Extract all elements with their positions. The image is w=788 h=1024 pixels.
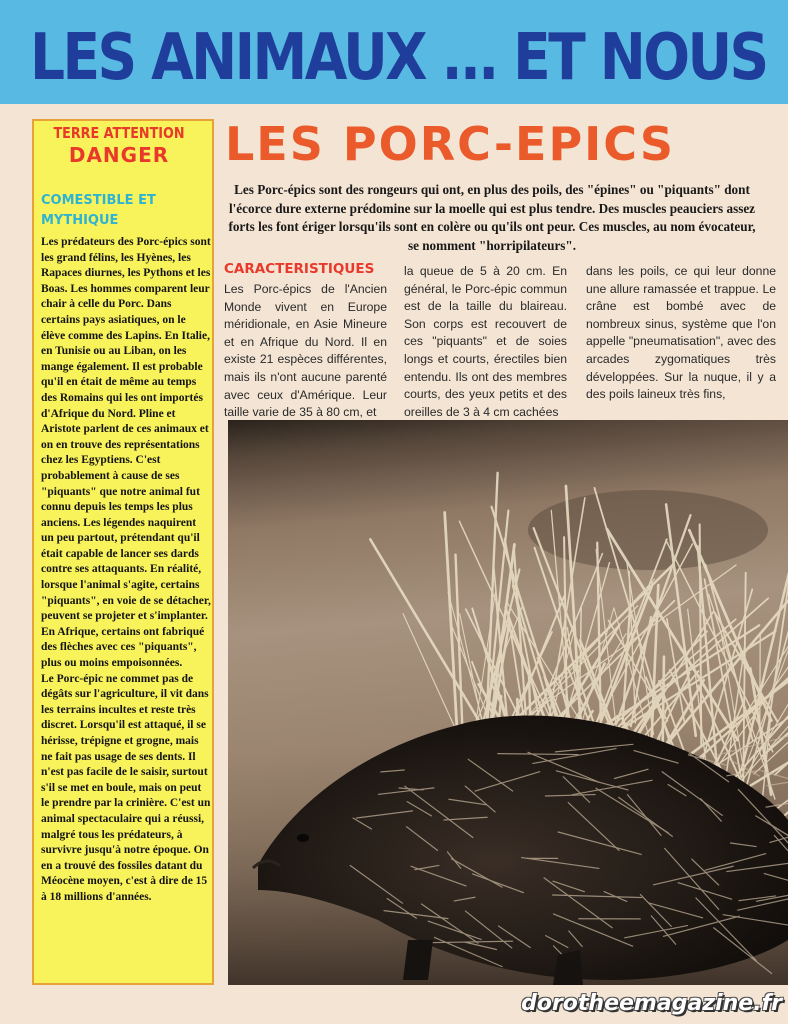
porcupine-photo <box>228 420 788 985</box>
article-column-2: la queue de 5 à 20 cm. En général, le Porc-épic commun est de la taille du blaireau. Son corps est recouvert de ces "piquants" et de soies longs et courts, érectiles bien entendu. Ils ont des membres courts, des yeux petits et des oreilles de 3 à 4 cm cachées <box>404 264 567 419</box>
quill-stroke <box>663 657 664 752</box>
sidebar-body-text: Les prédateurs des Porc-épics sont les grand félins, les Hyènes, les Rapaces diurnes, les Pythons et les Boas. Les hommes comparent leur chair à celle du Porc. Dans certains pays asiatiques, on le élève comme des Lapins. En Italie, en Tunisie ou au Liban, on les mange également. Il est probable qu'il en était de même au temps des Romains qui les ont importés d'Afrique du Nord. Pline et Aristote parlent de ces animaux et on en trouve des représentations chez les Egyptiens. C'est probablement à cause de ses "piquants" que notre animal fut connu depuis les temps les plus anciens. Les légendes naquirent un peu partout, prétendant qu'il était capable de lancer ses dards contre ses attaquants. En réalité, lorsque l'animal s'agite, certains "piquants", en voie de se détacher, peuvent se projeter et s'implanter. En Afrique, certains ont fabriqué des flèches avec ces "piquants", plus ou moins empoisonnées. Le Porc-épic ne commet pas de dégâts sur l'agriculture, il vit dans les terrains incultes et reste très discret. Lorsqu'il est attaqué, il se hérisse, trépigne et grogne, mais ne fait pas usage de ses dents. Il n'est pas facile de le saisir, surtout s'il se met en boule, mais on peut le prendre par la crinière. C'est un animal spectaculaire qui a réussi, malgré tous les prédateurs, à survivre jusqu'à notre époque. On en a trouvé des fossiles datant du Méocène moyen, c'est à dire de 15 à 18 millions d'années. <box>41 236 211 903</box>
article-title: LES PORC-EPICS <box>225 117 676 171</box>
sidebar-header-line1: TERRE ATTENTION <box>53 124 185 142</box>
article-column-3: dans les poils, ce qui leur donne une allure ramassée et trappue. Le crâne est bombé avec de nombreux sinus, système que l'on appelle "pneumatisation", avec des arcades zygomatiques très développées. Sur la nuque, il y a des poils laineux très fins, <box>586 264 776 402</box>
magazine-section-title: LES ANIMAUX ... ET NOUS <box>30 21 767 95</box>
website-watermark: dorotheemagazine.fr <box>521 991 782 1016</box>
sidebar-subtitle: COMESTIBLE ET MYTHIQUE <box>41 193 156 228</box>
article-intro: Les Porc-épics sont des rongeurs qui ont, en plus des poils, des "épines" ou "piquants" dont l'écorce dure externe prédomine sur la moelle qui est plus tendre. Des muscles peauciers assez forts les font ériger lorsqu'ils sont en colère ou qu'ils ont peur. Ces muscles, au nom évocateur, se nomment "horripilateurs". <box>228 182 756 253</box>
quill-stroke <box>370 539 488 736</box>
porcupine-illustration <box>228 420 788 985</box>
sidebar-header-line2: DANGER <box>68 143 170 167</box>
article-column-1: Les Porc-épics de l'Ancien Monde vivent en Europe méridionale, en Asie Mineure et en Afrique du Nord. Il en existe 21 espèces différentes, mais ils n'ont aucune parenté avec ceux d'Amérique. Leur taille varie de 35 à 80 cm, et <box>224 282 387 420</box>
sidebar-header <box>40 124 198 167</box>
section-heading: CARACTERISTIQUES <box>224 261 375 277</box>
